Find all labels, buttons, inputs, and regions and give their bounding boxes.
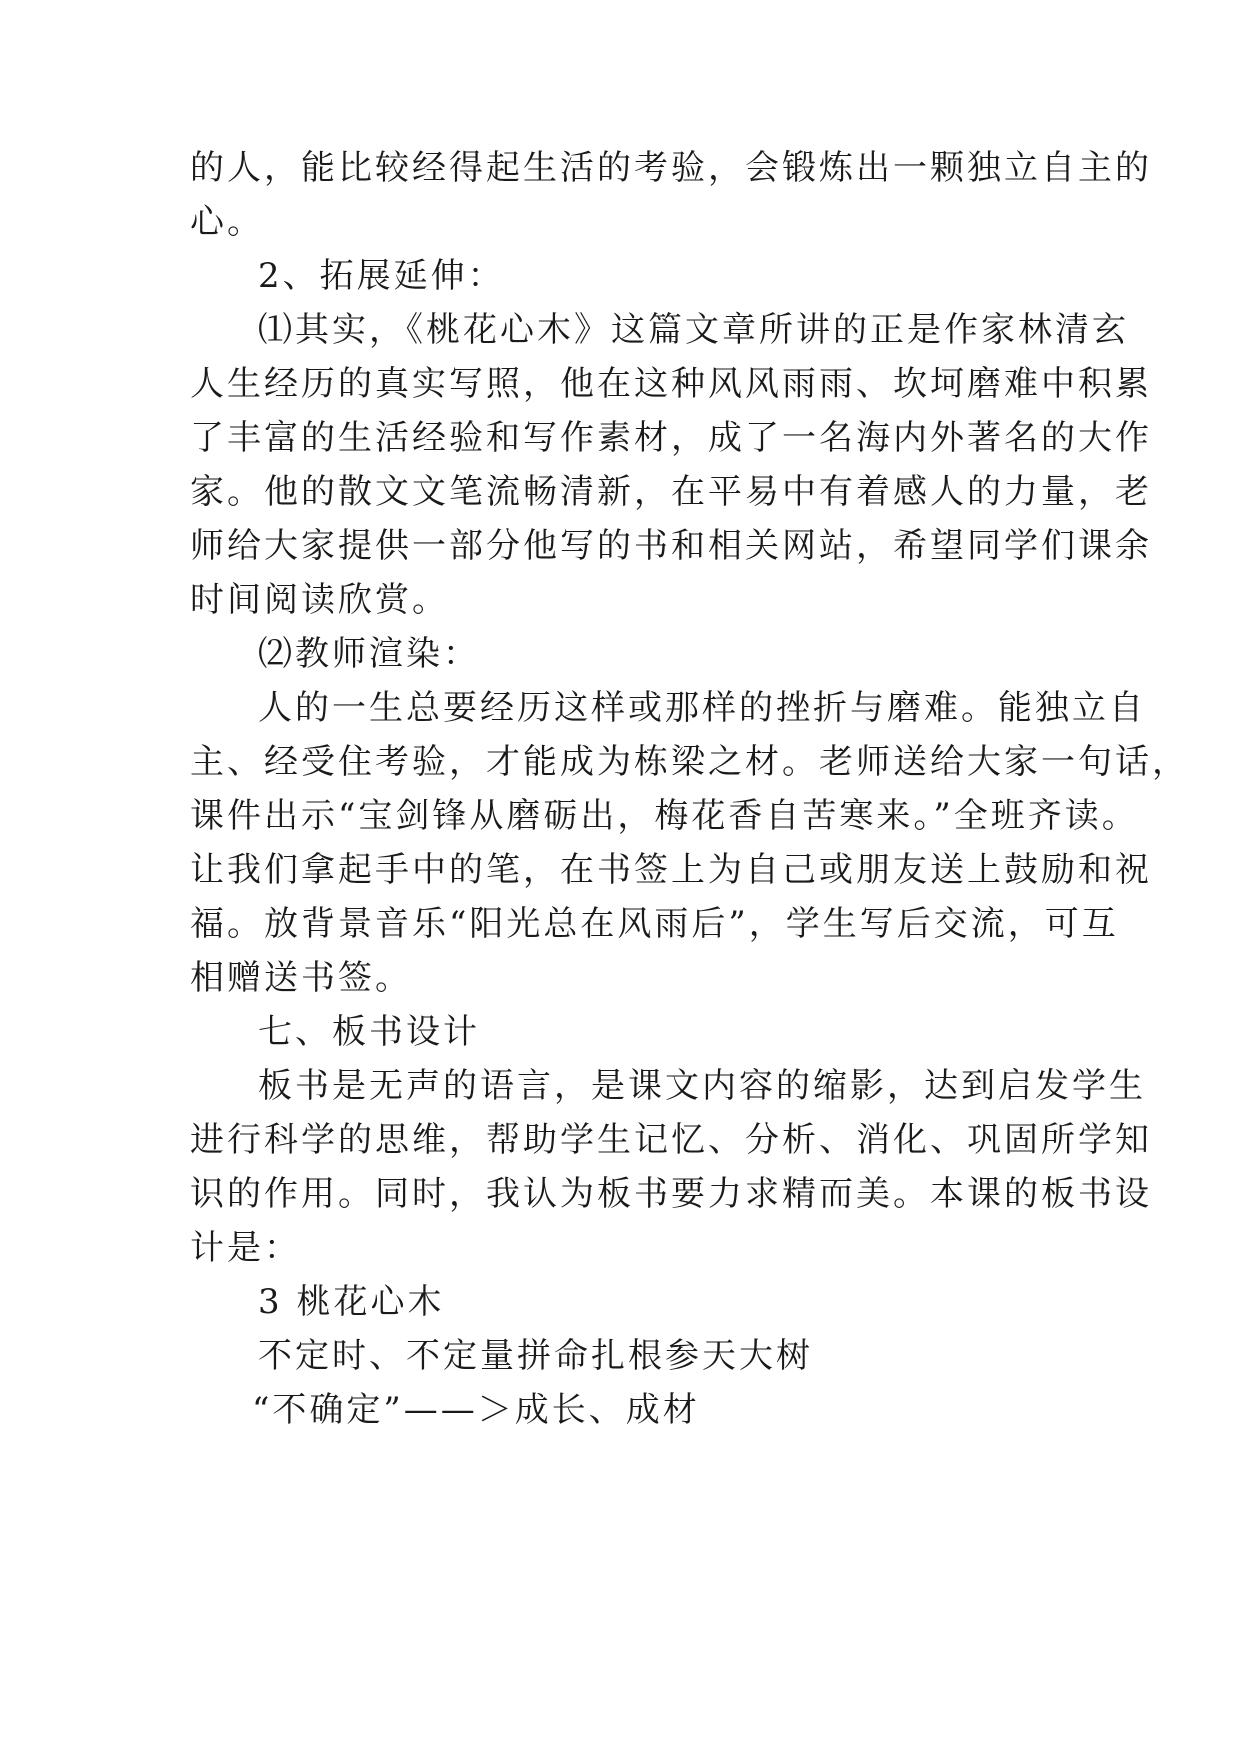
text-line: 课件出示“宝剑锋从磨砺出，梅花香自苦寒来。”全班齐读。 bbox=[190, 796, 1139, 836]
text-line: ⑴其实，《桃花心木》这篇文章所讲的正是作家林清玄 bbox=[258, 310, 1129, 350]
text-line: 人生经历的真实写照，他在这种风风雨雨、坎坷磨难中积累 bbox=[190, 364, 1152, 404]
blackboard-line: 不定时、不定量拼命扎根参天大树 bbox=[258, 1336, 813, 1376]
text-line: 福。放背景音乐“阳光总在风雨后”，学生写后交流，可互 bbox=[190, 904, 1119, 944]
text-line: 心。 bbox=[190, 202, 264, 242]
section-heading: ⑵教师渲染： bbox=[258, 634, 480, 674]
text-line: 时间阅读欣赏。 bbox=[190, 580, 449, 620]
section-heading: 七、板书设计 bbox=[258, 1012, 480, 1052]
text-line: 板书是无声的语言，是课文内容的缩影，达到启发学生 bbox=[258, 1066, 1146, 1106]
text-line: 师给大家提供一部分他写的书和相关网站，希望同学们课余 bbox=[190, 526, 1152, 566]
text-line: 的人，能比较经得起生活的考验，会锻炼出一颗独立自主的 bbox=[190, 148, 1152, 188]
text-line: 相赠送书签。 bbox=[190, 958, 412, 998]
text-line: 主、经受住考验，才能成为栋梁之材。老师送给大家一句话， bbox=[190, 742, 1189, 782]
text-line: 了丰富的生活经验和写作素材，成了一名海内外著名的大作 bbox=[190, 418, 1152, 458]
text-line: 计是： bbox=[190, 1228, 301, 1268]
text-line: 进行科学的思维，帮助学生记忆、分析、消化、巩固所学知 bbox=[190, 1120, 1152, 1160]
section-heading: 2、拓展延伸： bbox=[258, 256, 505, 296]
text-line: 识的作用。同时，我认为板书要力求精而美。本课的板书设 bbox=[190, 1174, 1152, 1214]
text-line: 人的一生总要经历这样或那样的挫折与磨难。能独立自 bbox=[258, 688, 1146, 728]
blackboard-title: 3 桃花心木 bbox=[258, 1282, 445, 1322]
text-line: 让我们拿起手中的笔，在书签上为自己或朋友送上鼓励和祝 bbox=[190, 850, 1152, 890]
text-line: 家。他的散文文笔流畅清新，在平易中有着感人的力量，老 bbox=[190, 472, 1152, 512]
blackboard-line: “不确定”——＞成长、成材 bbox=[252, 1390, 700, 1430]
